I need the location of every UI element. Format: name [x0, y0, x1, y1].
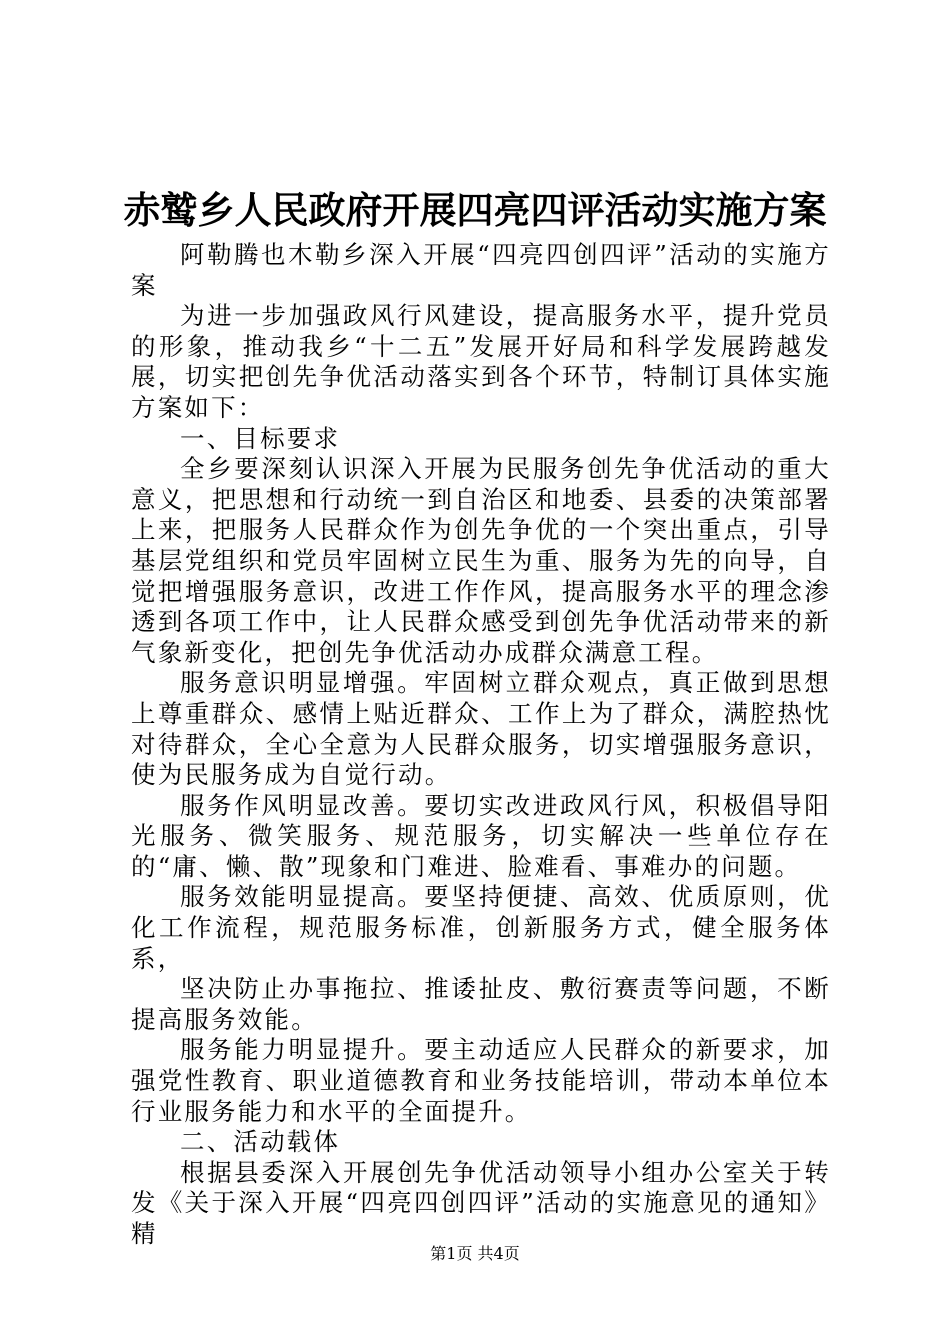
body-paragraph: 服务意识明显增强。牢固树立群众观点，真正做到思想上尊重群众、感情上贴近群众、工作上为了群众，满腔热忱对待群众，全心全意为人民群众服务，切实增强服务意识，使为民服务成为自觉行动。: [131, 668, 831, 790]
section-heading-goals: 一、目标要求: [180, 423, 341, 453]
body-paragraph: 服务作风明显改善。要切实改进政风行风，积极倡导阳光服务、微笑服务、规范服务，切实解决一些单位存在的“庸、懒、散”现象和门难进、脸难看、事难办的问题。: [131, 790, 831, 881]
body-paragraph: 服务能力明显提升。要主动适应人民群众的新要求，加强党性教育、职业道德教育和业务技能培训，带动本单位本行业服务能力和水平的全面提升。: [131, 1035, 831, 1126]
intro-paragraph: 为进一步加强政风行风建设，提高服务水平，提升党员的形象，推动我乡“十二五”发展开好局和科学发展跨越发展，切实把创先争优活动落实到各个环节，特制订具体实施方案如下：: [131, 301, 831, 422]
body-paragraph: 服务效能明显提高。要坚持便捷、高效、优质原则，优化工作流程，规范服务标准，创新服务方式，健全服务体系，: [131, 882, 831, 973]
body-paragraph: 全乡要深刻认识深入开展为民服务创先争优活动的重大意义，把思想和行动统一到自治区和地委、县委的决策部署上来，把服务人民群众作为创先争优的一个突出重点，引导基层党组织和党员牢固树立民生为重、服务为先的向导，自觉把增强服务意识，改进工作作风，提高服务水平的理念渗透到各项工作中，让人民群众感受到创先争优活动带来的新气象新变化，把创先争优活动办成群众满意工程。: [131, 454, 831, 667]
section-heading-activities: 二、活动载体: [180, 1127, 341, 1157]
page-number-footer: 第1页 共4页: [430, 1244, 520, 1263]
subtitle-paragraph: 阿勒腾也木勒乡深入开展“四亮四创四评”活动的实施方案: [131, 240, 831, 300]
body-paragraph: 坚决防止办事拖拉、推诿扯皮、敷衍赛责等问题，不断提高服务效能。: [131, 974, 831, 1034]
document-body: [131, 240, 831, 1250]
body-paragraph: 根据县委深入开展创先争优活动领导小组办公室关于转发《关于深入开展“四亮四创四评”活动的实施意见的通知》精: [131, 1157, 831, 1248]
document-title: 赤鹫乡人民政府开展四亮四评活动实施方案: [123, 188, 827, 232]
